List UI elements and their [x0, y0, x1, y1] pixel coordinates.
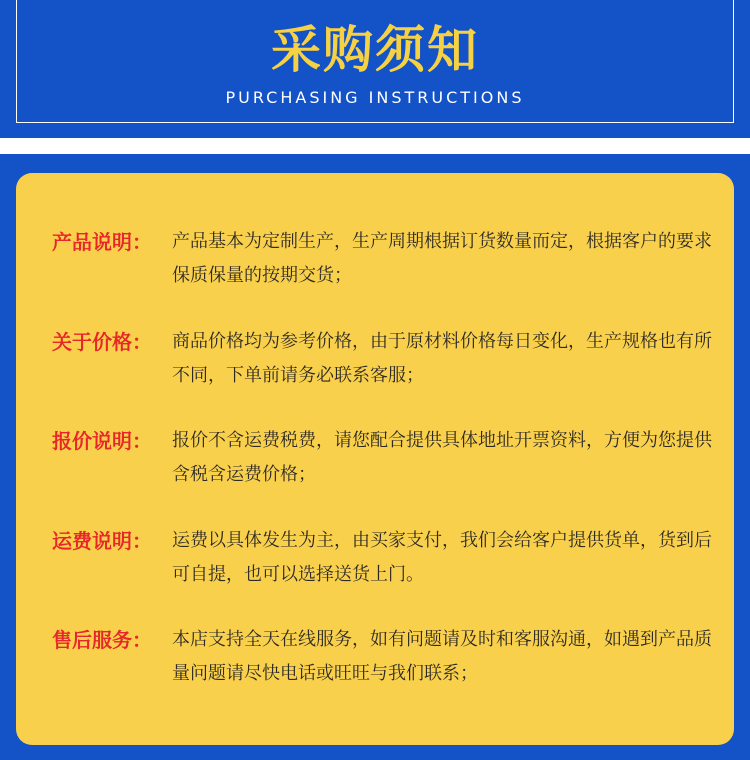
instruction-text: 产品基本为定制生产，生产周期根据订货数量而定，根据客户的要求保质保量的按期交货；	[172, 231, 712, 286]
instruction-text: 运费以具体发生为主，由买家支付，我们会给客户提供货单，货到后可自提，也可以选择送货上门。	[172, 530, 712, 585]
instruction-text: 本店支持全天在线服务，如有问题请及时和客服沟通，如遇到产品质量问题请尽快电话或旺旺与我们联系；	[172, 629, 712, 684]
instruction-label: 运费说明：	[52, 529, 152, 553]
instruction-item-shipping	[52, 524, 712, 592]
header-divider	[0, 138, 750, 154]
page-title: 采购须知	[271, 21, 479, 79]
instruction-item-quote	[52, 424, 712, 492]
instruction-item-product	[52, 225, 712, 293]
instruction-text: 报价不含运费税费，请您配合提供具体地址开票资料，方便为您提供含税含运费价格；	[172, 430, 712, 485]
page-subtitle: PURCHASING INSTRUCTIONS	[225, 88, 525, 107]
instruction-label: 关于价格：	[52, 330, 152, 354]
instruction-item-price	[52, 325, 712, 393]
instruction-text: 商品价格均为参考价格，由于原材料价格每日变化，生产规格也有所不同，下单前请务必联系客服；	[172, 331, 712, 386]
instruction-label: 报价说明：	[52, 429, 152, 453]
instruction-item-after-sales	[52, 623, 712, 691]
instruction-label: 售后服务：	[52, 628, 152, 652]
instruction-label: 产品说明：	[52, 230, 152, 254]
